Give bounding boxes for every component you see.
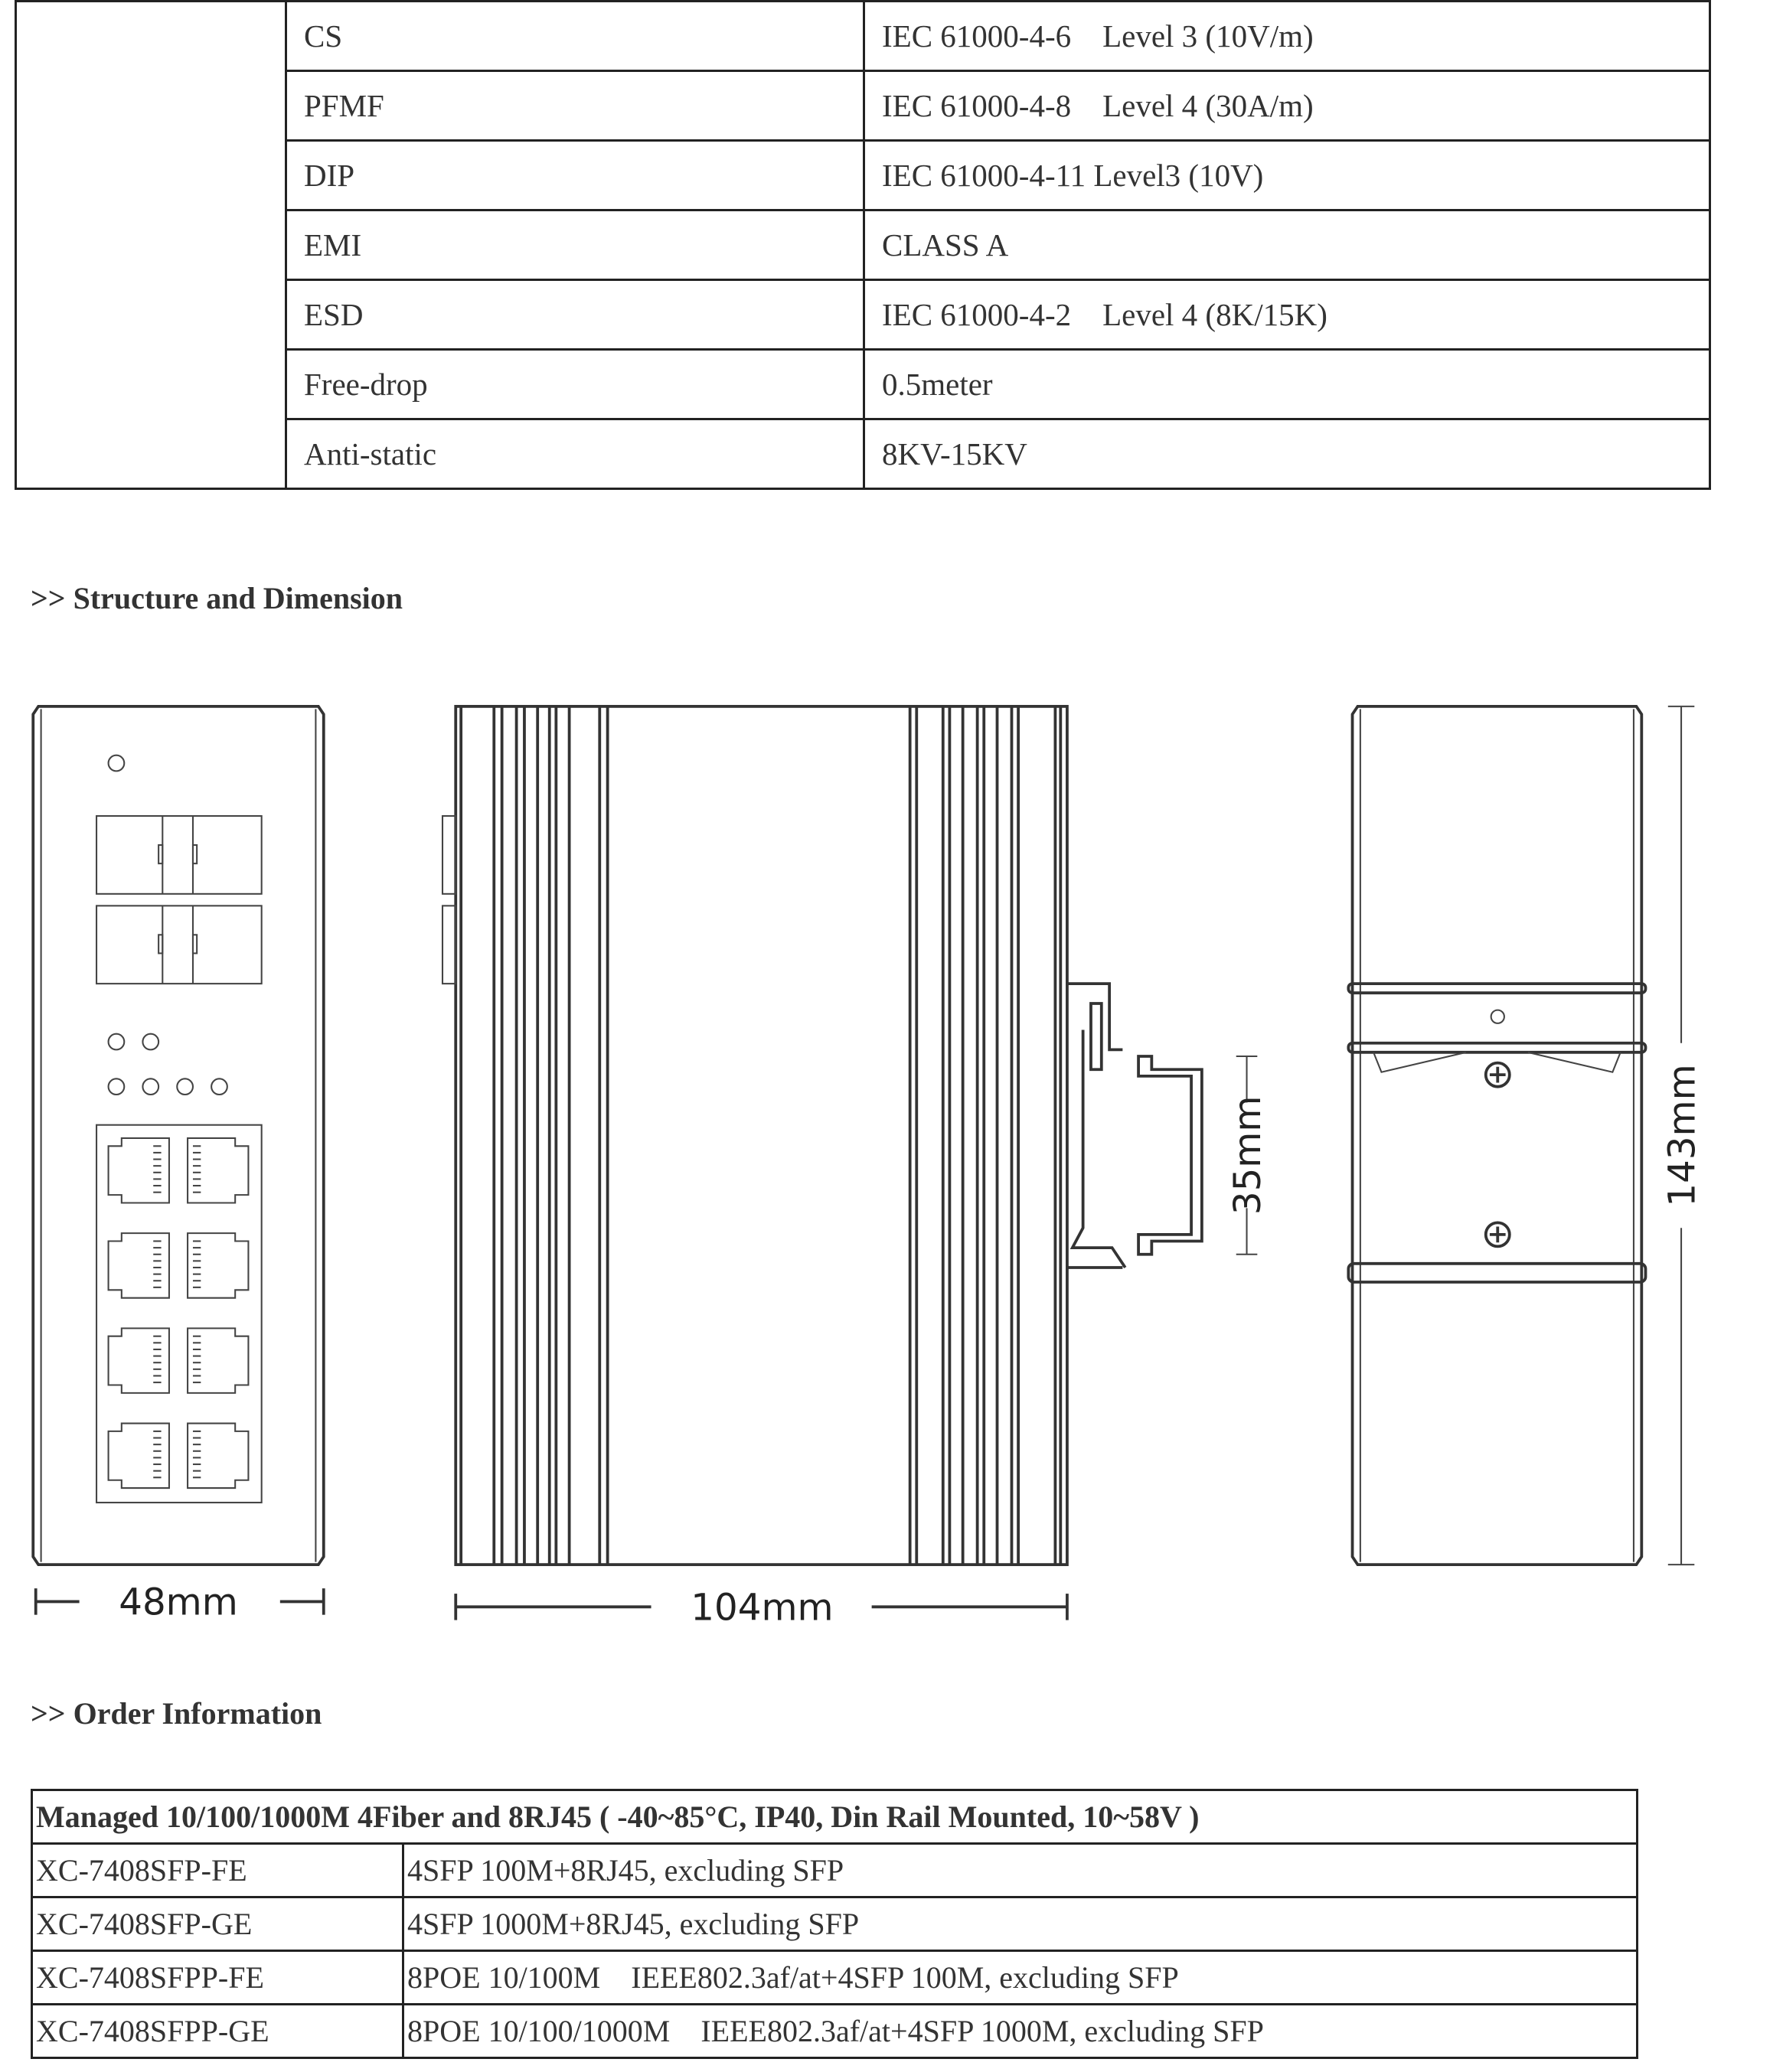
desc-cell: 4SFP 100M+8RJ45, excluding SFP [403, 1844, 1638, 1897]
spec-value: CLASS A [864, 210, 1710, 280]
table-row [16, 2, 1710, 71]
spec-value: 0.5meter [864, 350, 1710, 419]
model-cell: XC-7408SFPP-GE [32, 2005, 403, 2058]
table-row [32, 1951, 1638, 2005]
spec-value: IEC 61000-4-11 Level3 (10V) [864, 141, 1710, 210]
rj45-port-icon [109, 1233, 169, 1298]
rj45-port-icon [188, 1138, 248, 1203]
spec-item: CS [286, 2, 864, 71]
back-view [1348, 706, 1703, 1565]
rail-dimension: 35mm [1226, 1095, 1269, 1215]
model-cell: XC-7408SFPP-FE [32, 1951, 403, 2005]
order-heading: >> Order Information [31, 1696, 322, 1731]
table-header-row [32, 1790, 1638, 1844]
rj45-ports [96, 1125, 262, 1503]
model-cell: XC-7408SFP-GE [32, 1897, 403, 1951]
order-title: Managed 10/100/1000M 4Fiber and 8RJ45 ( -40~85°C, IP40, Din Rail Mounted, 10~58V ) [32, 1790, 1638, 1844]
table-row [32, 1897, 1638, 1951]
sfp-ports [96, 816, 262, 984]
screw-icon [1486, 1222, 1510, 1246]
desc-cell: 8POE 10/100M IEEE802.3af/at+4SFP 100M, excluding SFP [403, 1951, 1638, 2005]
height-dimension: 143mm [1661, 1064, 1704, 1207]
spec-item: DIP [286, 141, 864, 210]
spec-value: IEC 61000-4-8 Level 4 (30A/m) [864, 71, 1710, 141]
spec-value: IEC 61000-4-6 Level 3 (10V/m) [864, 2, 1710, 71]
table-row [32, 2005, 1638, 2058]
spec-item: EMI [286, 210, 864, 280]
spec-value: 8KV-15KV [864, 419, 1710, 489]
rj45-port-icon [109, 1424, 169, 1489]
spec-item: PFMF [286, 71, 864, 141]
desc-cell: 8POE 10/100/1000M IEEE802.3af/at+4SFP 1000M, excluding SFP [403, 2005, 1638, 2058]
spec-value: IEC 61000-4-2 Level 4 (8K/15K) [864, 280, 1710, 350]
table-row [32, 1844, 1638, 1897]
dimension-drawing [0, 687, 1783, 1637]
width-dimension: 48mm [119, 1581, 238, 1624]
spec-item: Anti-static [286, 419, 864, 489]
structure-heading: >> Structure and Dimension [31, 581, 403, 615]
spec-item: Free-drop [286, 350, 864, 419]
front-view [33, 706, 324, 1624]
order-table [31, 1789, 1638, 2059]
rj45-port-icon [109, 1138, 169, 1203]
spec-table [15, 0, 1711, 490]
model-cell: XC-7408SFP-FE [32, 1844, 403, 1897]
rj45-port-icon [109, 1328, 169, 1393]
group-cell [16, 2, 286, 489]
side-view [442, 706, 1269, 1630]
spec-item: ESD [286, 280, 864, 350]
led-indicators [109, 1034, 227, 1095]
rj45-port-icon [188, 1328, 248, 1393]
desc-cell: 4SFP 1000M+8RJ45, excluding SFP [403, 1897, 1638, 1951]
rj45-port-icon [188, 1233, 248, 1298]
rj45-port-icon [188, 1424, 248, 1489]
length-dimension: 104mm [691, 1586, 834, 1630]
screw-icon [1486, 1063, 1510, 1087]
